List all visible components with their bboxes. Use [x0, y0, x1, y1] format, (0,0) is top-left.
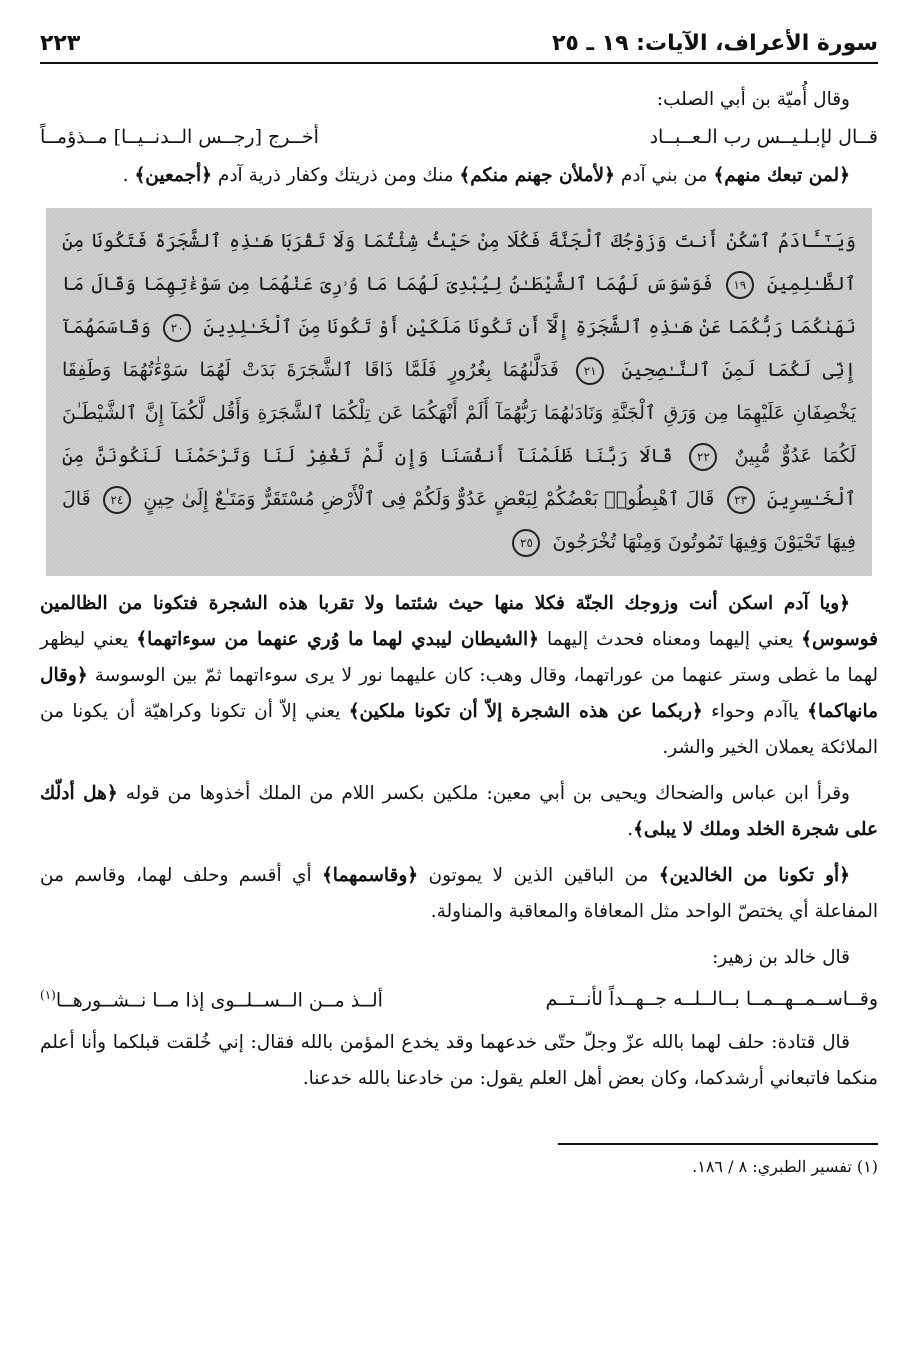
ayah-21: وَقَاسَمَهُمَآ إِنِّى لَكُمَا لَمِنَ ٱلنَّـٰصِحِينَ	[62, 316, 856, 381]
text: من بني آدم	[614, 165, 714, 186]
poem2-left-text: ألــذ مــن الــســلــوى إذا مــا نــشــورهــا	[55, 989, 383, 1012]
text: أي أقسم وحلف لهما، وقاسم من المفاعلة أي يختصّ الواحد مثل المعافاة والمعاقبة والمناولة.	[40, 865, 878, 922]
text: ياآدم وحواء	[702, 701, 808, 722]
quote: ﴿لمن تبعك منهم﴾	[713, 165, 850, 186]
paragraph-5: قال قتادة: حلف لهما بالله عزّ وجلّ حتّى خدعهما وقد يخدع المؤمن بالله فقال: إني خُلقت قبلكما وأنا أعلم منكما فاتبعاني أرشدكما، وكان بعض أهل العلم يقول: من خادعنا بالله خدعنا.	[40, 1032, 878, 1090]
quote: ﴿أو تكونا من الخالدين﴾	[658, 865, 850, 886]
paragraph-3	[40, 776, 878, 848]
running-header	[40, 22, 878, 56]
footnote-ref: (١)	[40, 988, 56, 1002]
ayah-19: وَيَـٰٓـَٔادَمُ ٱسْكُنْ أَنتَ وَزَوْجُكَ ٱلْجَنَّةَ فَكُلَا مِنْ حَيْثُ شِئْتُمَا وَلَا تَقْرَبَا هَـٰذِهِ ٱلشَّجَرَةَ فَتَكُونَا مِنَ ٱلظَّـٰلِمِينَ	[62, 230, 856, 295]
poem-line-1	[40, 122, 878, 152]
ayah-24: قَالَ ٱهْبِطُوا۟ بَعْضُكُمْ لِبَعْضٍ عَدُوٌّ وَلَكُمْ فِى ٱلْأَرْضِ مُسْتَقَرٌّ وَمَتَـٰعٌ إِلَىٰ حِينٍ	[143, 488, 715, 510]
footnote: (١) تفسير الطبري: ٨ / ١٨٦.	[692, 1157, 878, 1177]
quote: ﴿وقال مانهاكما﴾	[40, 665, 878, 722]
ayah-number-25: ٢٥	[512, 529, 540, 557]
paragraph-1	[40, 158, 878, 194]
ayah-23: قَالَا رَبَّنَا ظَلَمْنَآ أَنفُسَنَا وَإِن لَّمْ تَغْفِرْ لَنَا وَتَرْحَمْنَا لَنَكُونَنَّ مِنَ ٱلْخَـٰسِرِينَ	[62, 445, 856, 510]
paragraph-4	[40, 858, 878, 930]
ayah-25: قَالَ فِيهَا تَحْيَوْنَ وَفِيهَا تَمُوتُونَ وَمِنْهَا تُخْرَجُونَ	[62, 488, 856, 553]
text: يعني إليهما ومعناه فحدث إليهما	[538, 629, 802, 650]
poem2-right-text: وقــاســمــهــمــا بــالــلــه جــهــداً لأنــتــم	[545, 988, 878, 1010]
header-rule	[40, 62, 878, 64]
ayah-number-21: ٢١	[576, 357, 604, 385]
text: منك ومن ذريتك وكفار ذرية آدم	[211, 165, 460, 186]
poem1-hemistich-left: أخــرج [رجــس الــدنــيــا] مــذؤمــاً	[40, 126, 319, 148]
footnote-rule	[558, 1143, 878, 1145]
quran-verses-box	[46, 208, 872, 576]
surah-title: سورة الأعراف، الآيات: ١٩ ـ ٢٥	[551, 31, 878, 56]
ayah-number-22: ٢٢	[689, 443, 717, 471]
quote: ﴿الشيطان ليبدي لهما ما وُري عنهما من سوءاتهما﴾	[136, 629, 539, 650]
ayah-number-20: ٢٠	[163, 314, 191, 342]
quote: ﴿هل أدلّك على شجرة الخلد وملك لا يبلى﴾	[40, 783, 878, 840]
text: يعني ليظهر لهما ما غطى وستر عنهما من عوراتهما، وقال وهب: كان عليهما نور لا يرى سوءاتهما ثمّ بين الوسوسة	[40, 629, 878, 686]
text: من الباقين الذين لا يموتون	[418, 865, 659, 886]
page	[40, 22, 878, 1176]
quote: ﴿ربكما عن هذه الشجرة إلاّ أن تكونا ملكين﴾	[348, 701, 703, 722]
intro-line: وقال أُميّة بن أبي الصلب:	[656, 89, 850, 110]
ayah-number-23: ٢٣	[727, 486, 755, 514]
quote: ﴿لأملأن جهنم منكم﴾	[459, 165, 615, 186]
paragraph-2	[40, 586, 878, 766]
text: .	[122, 165, 135, 186]
page-number: ٢٢٣	[40, 31, 81, 56]
poem-line-2	[40, 984, 878, 1015]
quote: ﴿أجمعين﴾	[134, 165, 212, 186]
poem1-hemistich-right: قــال لإبـلـيــس رب الـعــبــاد	[649, 126, 878, 148]
text: يعني إلاّ أن تكونا وكراهيّة أن يكونا من الملائكة يعملان الخير والشر.	[40, 701, 878, 758]
ayah-number-24: ٢٤	[103, 486, 131, 514]
ayah-22: فَدَلَّىٰهُمَا بِغُرُورٍ فَلَمَّا ذَاقَا ٱلشَّجَرَةَ بَدَتْ لَهُمَا سَوْءَٰتُهُمَا وَطَفِقَا يَخْصِفَانِ عَلَيْهِمَا مِن وَرَقِ ٱلْجَنَّةِ وَنَادَىٰهُمَا رَبُّهُمَآ أَلَمْ أَنْهَكُمَا عَن تِلْكُمَا ٱلشَّجَرَةِ وَأَقُل لَّكُمَآ إِنَّ ٱلشَّيْطَـٰنَ لَكُمَا عَدُوٌّ مُّبِينٌ	[62, 359, 857, 467]
poem2-hemistich-right	[545, 988, 878, 1011]
intro-line-2: قال خالد بن زهير:	[712, 947, 850, 968]
quote: ﴿ويا آدم اسكن أنت وزوجك الجنّة فكلا منها حيث شئتما ولا تقربا هذه الشجرة فتكونا من الظالمين فوسوس﴾	[40, 593, 878, 650]
text: .	[627, 819, 634, 840]
text: وقرأ ابن عباس والضحاك ويحيى بن أبي معين: ملكين بكسر اللام من الملك أخذوها من قوله	[117, 783, 850, 804]
ayah-number-19: ١٩	[726, 271, 754, 299]
quote: ﴿وقاسمهما﴾	[321, 865, 419, 886]
poem2-hemistich-left	[40, 988, 383, 1011]
ayah-20: فَوَسْوَسَ لَهُمَا ٱلشَّيْطَـٰنُ لِيُبْدِىَ لَهُمَا مَا وُۥرِىَ عَنْهُمَا مِن سَوْءَٰتِهِمَا وَقَالَ مَا نَهَىٰكُمَا رَبُّكُمَا عَنْ هَـٰذِهِ ٱلشَّجَرَةِ إِلَّآ أَن تَكُونَا مَلَكَيْنِ أَوْ تَكُونَا مِنَ ٱلْخَـٰلِدِينَ	[62, 273, 857, 338]
